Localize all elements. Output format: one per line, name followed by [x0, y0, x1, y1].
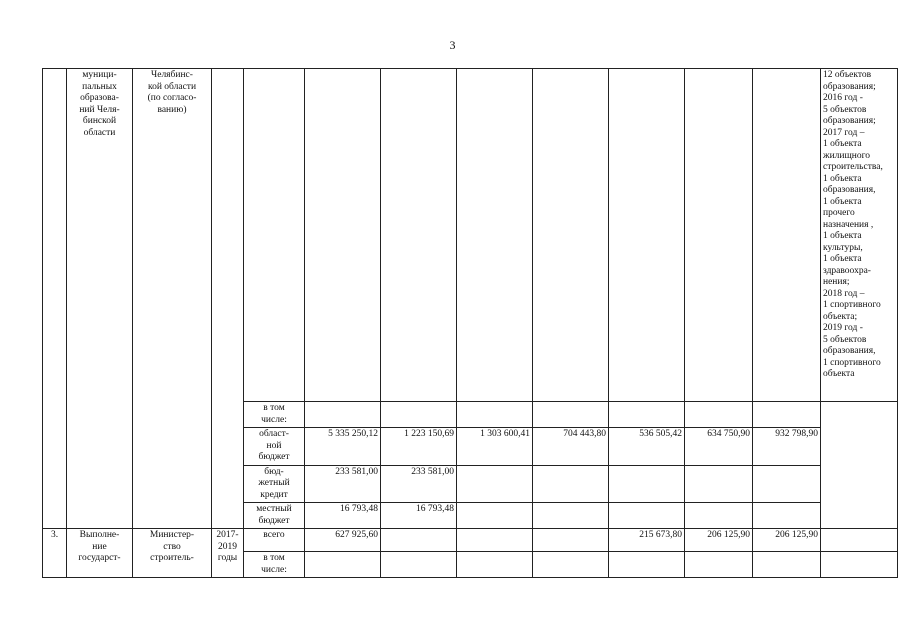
value-cell: 215 673,80: [609, 529, 685, 552]
value-cell: 206 125,90: [753, 529, 821, 552]
value-cell: 16 793,48: [305, 503, 381, 529]
value-cell: [609, 465, 685, 503]
value-cell: [753, 69, 821, 402]
value-cell: [685, 503, 753, 529]
source-cell: в том числе:: [244, 402, 305, 428]
value-cell: [533, 503, 609, 529]
page-number: 3: [449, 38, 456, 52]
value-cell: 1 223 150,69: [381, 428, 457, 466]
value-cell: [457, 69, 533, 402]
value-cell: [685, 69, 753, 402]
value-cell: [533, 529, 609, 552]
result-indicator-cell: [821, 552, 898, 578]
period-cell: 2017- 2019 годы: [212, 529, 244, 578]
value-cell: [381, 552, 457, 578]
value-cell: [381, 529, 457, 552]
row-number-cell: [43, 69, 67, 529]
event-name-cell: муници- пальных образова- ний Челя- бинской области: [67, 69, 133, 529]
row-number-cell: 3.: [43, 529, 67, 578]
source-cell: местный бюджет: [244, 503, 305, 529]
value-cell: [533, 465, 609, 503]
value-cell: [533, 69, 609, 402]
value-cell: [753, 552, 821, 578]
source-cell: в том числе:: [244, 552, 305, 578]
value-cell: [381, 402, 457, 428]
event-name-cell: Выполне- ние государст-: [67, 529, 133, 578]
value-cell: [609, 69, 685, 402]
value-cell: 932 798,90: [753, 428, 821, 466]
table-row: [43, 529, 898, 552]
value-cell: [533, 552, 609, 578]
source-cell: област- ной бюджет: [244, 428, 305, 466]
value-cell: [305, 402, 381, 428]
source-cell: [244, 69, 305, 402]
value-cell: [457, 552, 533, 578]
result-indicator-cell: [821, 402, 898, 529]
value-cell: [533, 402, 609, 428]
value-cell: [685, 402, 753, 428]
value-cell: [685, 465, 753, 503]
program-table: [42, 68, 898, 578]
value-cell: 536 505,42: [609, 428, 685, 466]
executor-cell: Челябинс- кой области (по согласо- ванию): [133, 69, 212, 529]
period-cell: [212, 69, 244, 529]
executor-cell: Министер- ство строитель-: [133, 529, 212, 578]
value-cell: 1 303 600,41: [457, 428, 533, 466]
value-cell: [609, 552, 685, 578]
value-cell: [457, 503, 533, 529]
value-cell: [305, 552, 381, 578]
value-cell: 16 793,48: [381, 503, 457, 529]
value-cell: [753, 465, 821, 503]
table-row: [43, 69, 898, 402]
value-cell: [381, 69, 457, 402]
value-cell: [609, 503, 685, 529]
value-cell: [457, 529, 533, 552]
value-cell: 233 581,00: [381, 465, 457, 503]
result-indicator-cell: 12 объектов образования; 2016 год - 5 объектов образования; 2017 год – 1 объекта жилищного строительства, 1 объекта образования, 1 объекта прочего назначения , 1 объекта культуры, 1 объекта здравоохра- нения; 2018 год – 1 спортивного объекта; 2019 год - 5 объектов образования, 1 спортивного объекта: [821, 69, 898, 402]
value-cell: 634 750,90: [685, 428, 753, 466]
value-cell: 206 125,90: [685, 529, 753, 552]
value-cell: 5 335 250,12: [305, 428, 381, 466]
value-cell: 704 443,80: [533, 428, 609, 466]
source-cell: всего: [244, 529, 305, 552]
value-cell: [685, 552, 753, 578]
value-cell: 627 925,60: [305, 529, 381, 552]
value-cell: [457, 402, 533, 428]
value-cell: 233 581,00: [305, 465, 381, 503]
value-cell: [609, 402, 685, 428]
result-indicator-cell: [821, 529, 898, 552]
value-cell: [753, 503, 821, 529]
value-cell: [305, 69, 381, 402]
source-cell: бюд- жетный кредит: [244, 465, 305, 503]
value-cell: [753, 402, 821, 428]
value-cell: [457, 465, 533, 503]
